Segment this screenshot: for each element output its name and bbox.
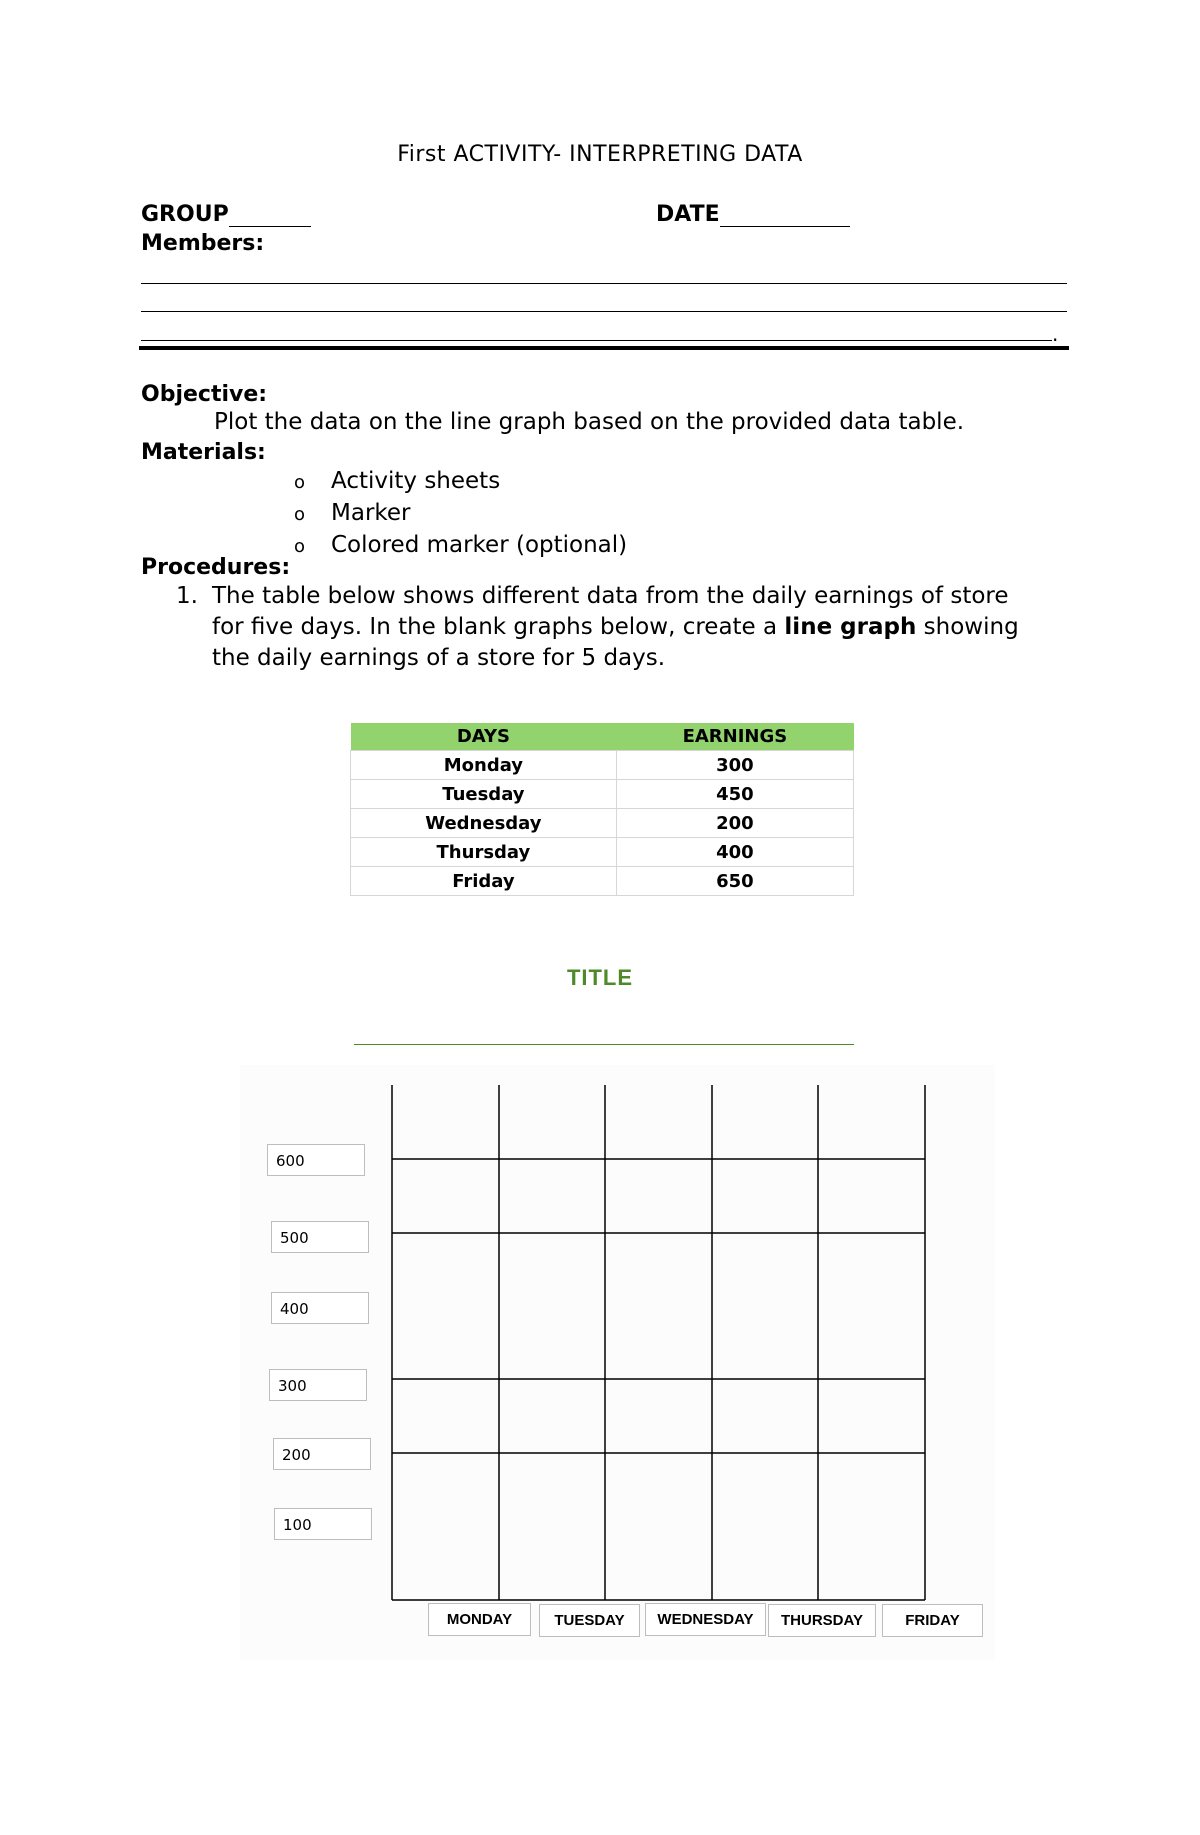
date-label: DATE [656,202,720,227]
y-axis-label-box: 500 [271,1221,369,1253]
members-end-mark: . [1052,322,1059,346]
y-axis-label-box: 600 [267,1144,365,1176]
day-cell: Tuesday [351,780,617,809]
day-cell: Monday [351,751,617,780]
bullet-icon: o [294,536,306,557]
x-axis-label-box: MONDAY [428,1603,531,1636]
earnings-cell: 400 [616,838,853,867]
procedure-text-bold: line graph [784,614,917,640]
members-label: Members: [141,231,265,256]
procedure-text-before: The table below shows different data from the daily earnings of store for five days. In the blank graphs below, create a [212,583,1009,640]
worksheet-title: First ACTIVITY- INTERPRETING DATA [397,142,803,167]
graph-title: TITLE [566,965,634,990]
procedures-heading: Procedures: [141,555,291,580]
x-axis-label-box: TUESDAY [539,1604,640,1637]
y-axis-label-box: 200 [273,1438,371,1470]
objective-text: Plot the data on the line graph based on the provided data table. [214,409,965,435]
column-header-days: DAYS [351,723,617,751]
objective-heading: Objective: [141,382,268,407]
earnings-cell: 650 [616,867,853,896]
group-label: GROUP [141,202,229,227]
procedure-text-after: showing the daily earnings of a store for 5 days. [212,614,1019,671]
day-cell: Wednesday [351,809,617,838]
bullet-icon: o [294,504,306,525]
y-axis-label-box: 100 [274,1508,372,1540]
day-cell: Friday [351,867,617,896]
bullet-icon: o [294,472,306,493]
column-header-earnings: EARNINGS [616,723,853,751]
x-axis-label-box: THURSDAY [768,1604,876,1637]
materials-heading: Materials: [141,440,266,465]
material-item: Colored marker (optional) [331,532,628,558]
y-axis-label-box: 400 [271,1292,369,1324]
earnings-cell: 450 [616,780,853,809]
y-axis-label-box: 300 [269,1369,367,1401]
procedure-step-number: 1. [176,583,198,609]
x-axis-label-box: WEDNESDAY [645,1603,766,1636]
x-axis-label-box: FRIDAY [882,1604,983,1637]
material-item: Marker [331,500,411,526]
earnings-cell: 200 [616,809,853,838]
material-item: Activity sheets [331,468,501,494]
earnings-cell: 300 [616,751,853,780]
day-cell: Thursday [351,838,617,867]
